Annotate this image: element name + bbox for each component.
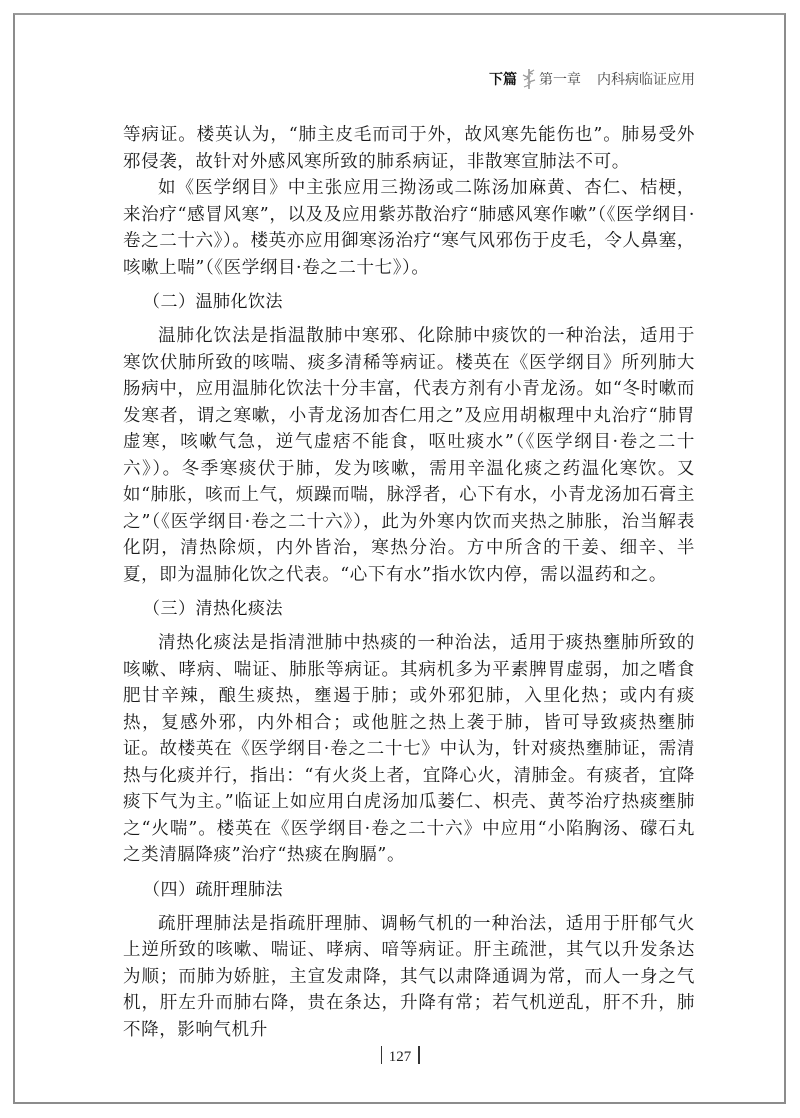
paragraph-cold-dispersing: 如《医学纲目》中主张应用三拗汤或二陈汤加麻黄、杏仁、桔梗，来治疗“感冒风寒”，以及及应用紫苏散治疗“肺感风寒作嗽”（《医学纲目·卷之二十六》）。楼英亦应用御寒汤治疗“寒气风邪伤于皮毛，令人鼻塞，咳嗽上喘”（《医学纲目·卷之二十七》）。 xyxy=(123,178,695,278)
page-body xyxy=(123,122,695,1043)
section-heading-3: （三）清热化痰法 xyxy=(143,599,283,619)
bamboo-icon xyxy=(521,68,537,90)
paragraph-warm-lung: 温肺化饮法是指温散肺中寒邪、化除肺中痰饮的一种治法，适用于寒饮伏肺所致的咳喘、痰多清稀等病证。楼英在《医学纲目》所列肺大肠病中，应用温肺化饮法十分丰富，代表方剂有小青龙汤。如“冬时嗽而发寒者，谓之寒嗽，小青龙汤加杏仁用之”及应用胡椒理中丸治疗“肺胃虚寒，咳嗽气急，逆气虚痞不能食，呕吐痰水”（《医学纲目·卷之二十六》）。冬季寒痰伏于肺，发为咳嗽，需用辛温化痰之药温化寒饮。又如“肺胀，咳而上气，烦躁而喘，脉浮者，心下有水，小青龙汤加石膏主之”（《医学纲目·卷之二十六》），此为外寒内饮而夹热之肺胀，治当解表化阴，清热除烦，内外皆治，寒热分治。方中所含的干姜、细辛、半夏，即为温肺化饮之代表。“心下有水”指水饮内停，需以温药和之。 xyxy=(123,326,695,585)
page-number-value: 127 xyxy=(388,1049,412,1065)
section-heading-4: （四）疏肝理肺法 xyxy=(143,879,283,900)
page-number xyxy=(0,1046,800,1066)
running-header xyxy=(489,68,695,90)
header-chapter: 第一章 xyxy=(539,72,581,88)
paragraph-continued: 等病证。楼英认为，“肺主皮毛而司于外，故风寒先能伤也”。肺易受外邪侵袭，故针对外感风寒所致的肺系病证，非散寒宣肺法不可。 xyxy=(123,125,695,172)
header-section: 内科病临证应用 xyxy=(597,72,695,88)
paragraph-clear-heat: 清热化痰法是指清泄肺中热痰的一种治法，适用于痰热壅肺所致的咳嗽、哮病、喘证、肺胀等病证。其病机多为平素脾胃虚弱，加之嗜食肥甘辛辣，酿生痰热，壅遏于肺；或外邪犯肺，入里化热；或内有痰热，复感外邪，内外相合；或他脏之热上袭于肺，皆可导致痰热壅肺证。故楼英在《医学纲目·卷之二十七》中认为，针对痰热壅肺证，需清热与化痰并行，指出：“有火炎上者，宜降心火，清肺金。有痰者，宜降痰下气为主。”临证上如应用白虎汤加瓜蒌仁、枳壳、黄芩治疗热痰壅肺之“火喘”。楼英在《医学纲目·卷之二十六》中应用“小陷胸汤、礞石丸之类清膈降痰”治疗“热痰在胸膈”。 xyxy=(123,633,695,865)
section-heading-2: （二）温肺化饮法 xyxy=(143,292,283,312)
header-part: 下篇 xyxy=(489,72,517,88)
paragraph-soothe-liver: 疏肝理肺法是指疏肝理肺、调畅气机的一种治法，适用于肝郁气火上逆所致的咳嗽、喘证、哮病、喑等病证。肝主疏泄，其气以升发条达为顺；而肺为娇脏，主宣发肃降，其气以肃降通调为常，而人一身之气机，肝左升而肺右降，贵在条达，升降有常；若气机逆乱，肝不升，肺不降，影响气机升 xyxy=(123,913,695,1040)
page-number-left-bar xyxy=(381,1046,383,1064)
page-number-right-bar xyxy=(418,1046,420,1064)
